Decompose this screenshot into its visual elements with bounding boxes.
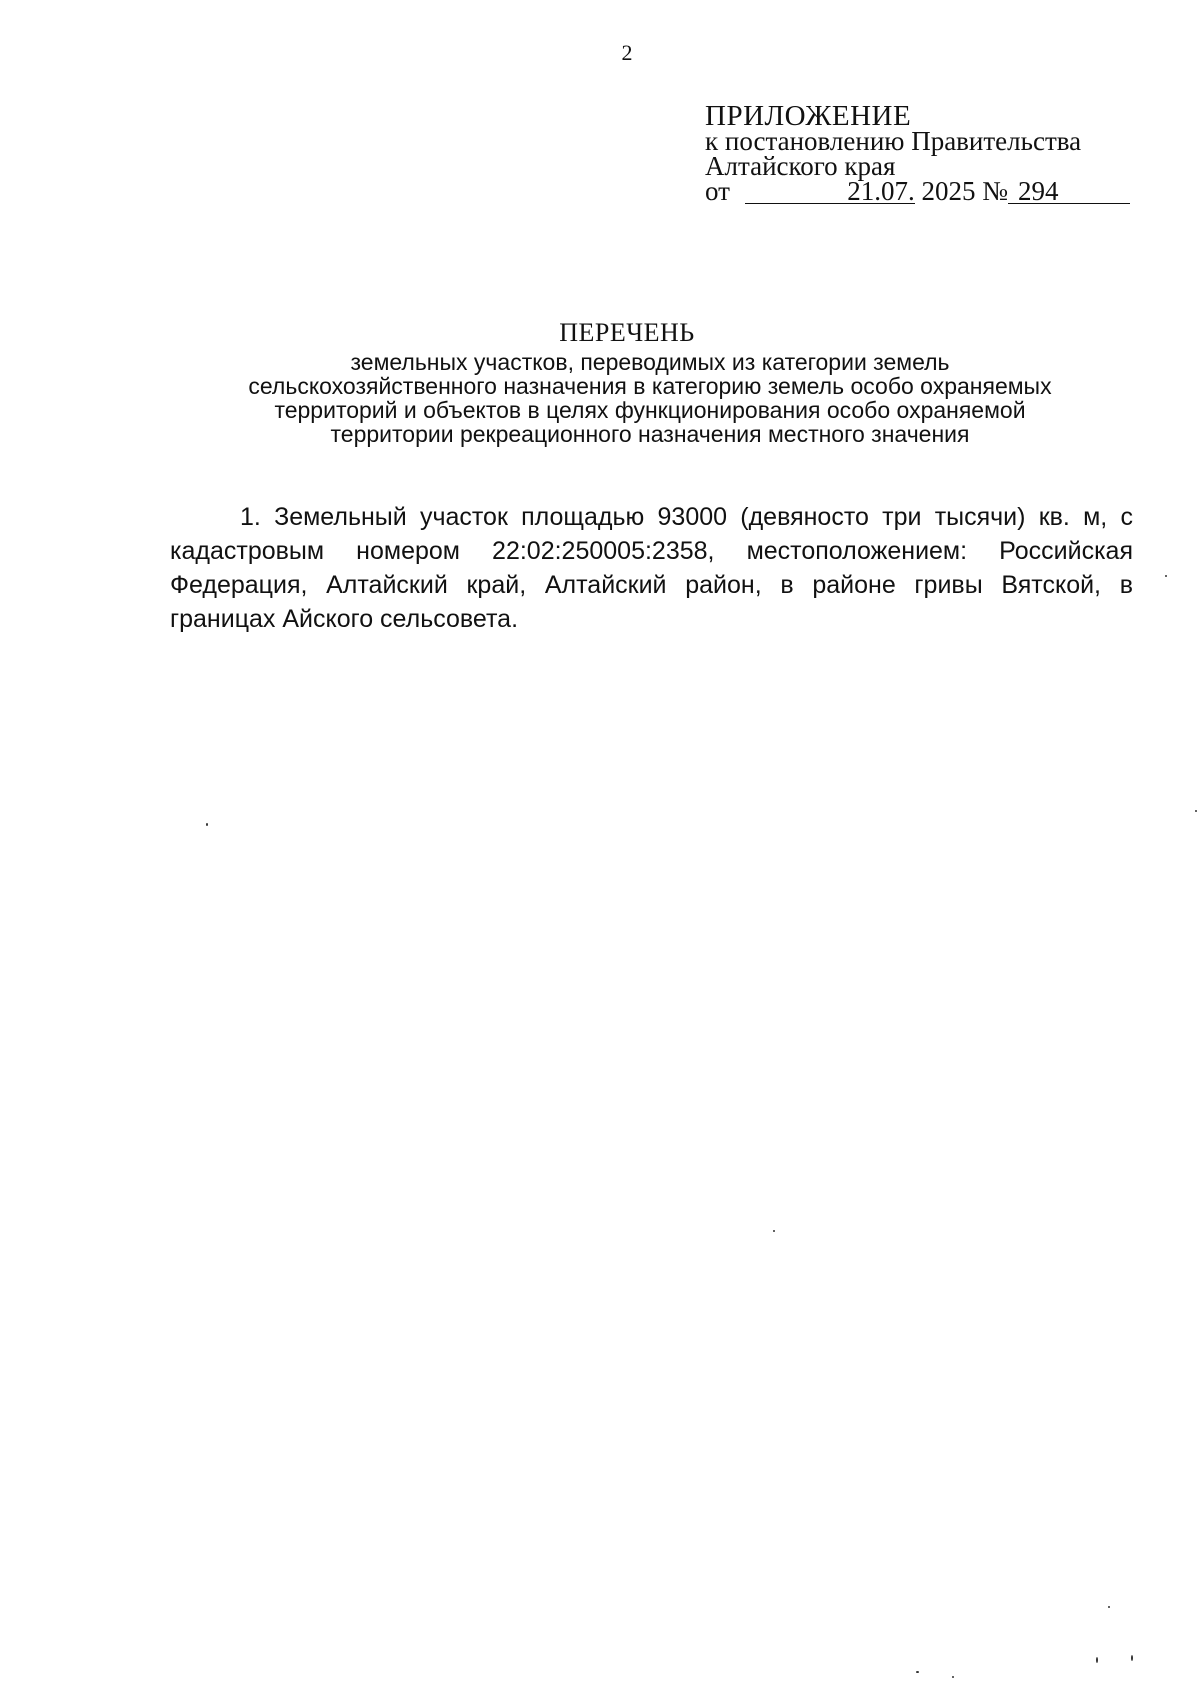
subheading-line: сельскохозяйственного назначения в категорию земель особо охраняемых <box>248 373 1052 399</box>
subheading-line: территорий и объектов в целях функционирования особо охраняемой <box>274 397 1026 423</box>
year: 2025 <box>921 176 976 206</box>
document-subheading <box>190 350 1110 446</box>
appendix-line-1: к постановлению Правительства <box>705 126 1082 156</box>
appendix-block <box>705 100 1145 206</box>
date-prefix: от <box>705 176 730 206</box>
scan-speck <box>1096 1657 1098 1663</box>
page-number: 2 <box>621 40 633 65</box>
appendix-line-2: Алтайского края <box>705 151 896 181</box>
date-value: 21.07. <box>745 179 915 204</box>
scan-speck <box>916 1671 919 1673</box>
subheading-line: земельных участков, переводимых из категории земель <box>350 349 950 375</box>
scan-speck <box>1108 1606 1110 1608</box>
scan-speck <box>952 1676 954 1678</box>
appendix-date-line <box>705 176 1145 206</box>
scan-speck <box>1131 1655 1133 1661</box>
list-item: 1. Земельный участок площадью 93000 (девяносто три тысячи) кв. м, с кадастровым номером 22:02:250005:2358, местоположением: Российская Федерация, Алтайский край, Алтайский район, в районе гривы Вятской, в границах Айского сельсовета. <box>170 503 1133 633</box>
document-heading: ПЕРЕЧЕНЬ <box>559 318 695 347</box>
scan-speck <box>206 823 208 826</box>
scan-speck <box>1195 810 1197 812</box>
number-sign: № <box>982 176 1008 206</box>
scan-speck <box>773 1230 775 1232</box>
number-value: 294 <box>1008 179 1130 204</box>
subheading-line: территории рекреационного назначения местного значения <box>330 421 970 447</box>
scan-speck <box>1165 575 1167 577</box>
appendix-title: ПРИЛОЖЕНИЕ <box>705 100 912 132</box>
